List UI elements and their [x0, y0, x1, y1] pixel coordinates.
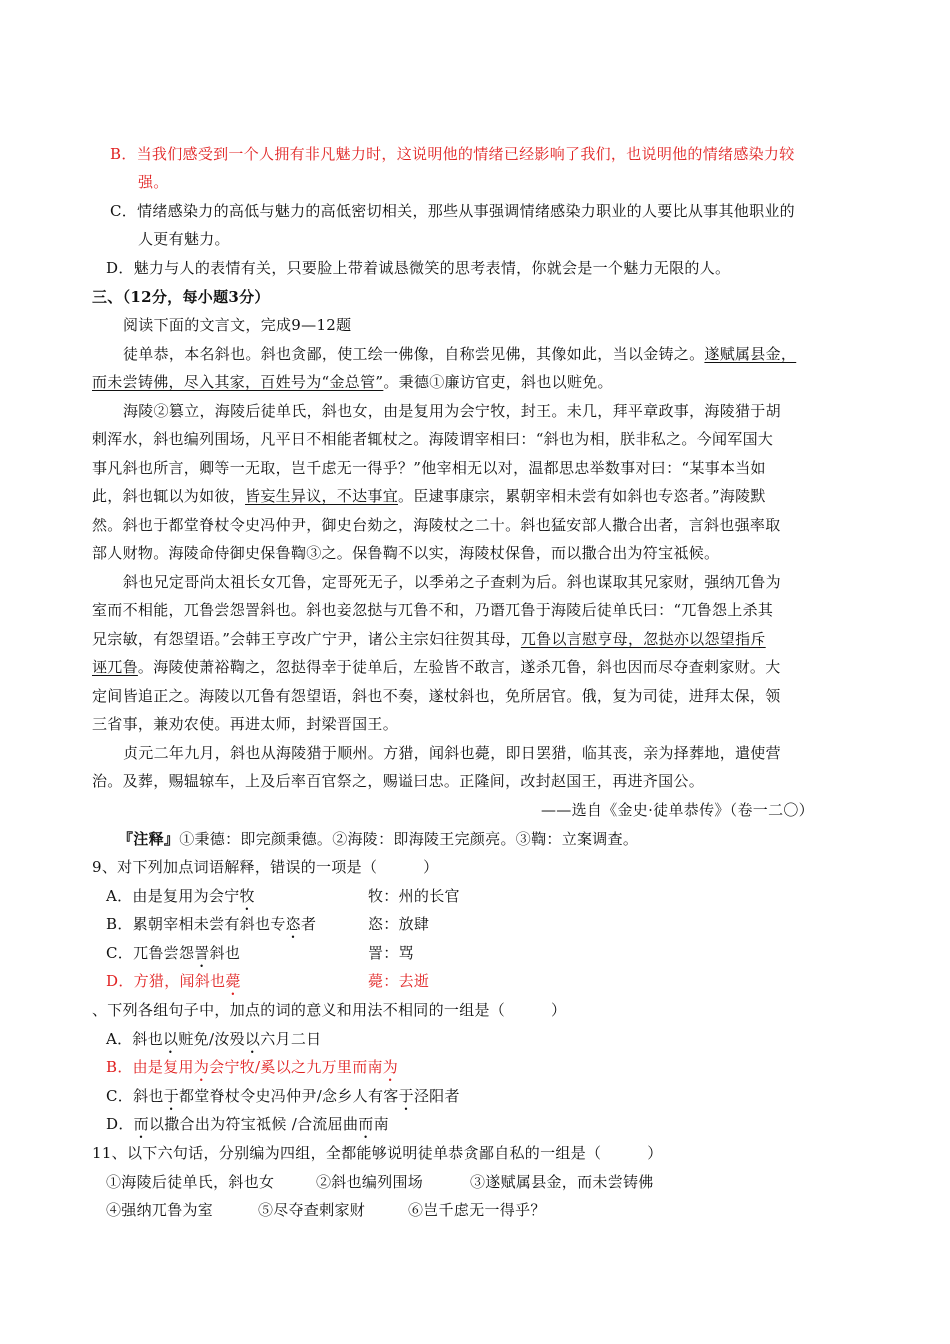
option-text: 六月二日	[260, 1030, 322, 1048]
q11-item: ④强纳兀鲁为室	[106, 1201, 214, 1219]
q10-option-b	[106, 1056, 398, 1085]
q11-item: ②斜也编列围场	[316, 1173, 424, 1191]
option-text: 者	[300, 915, 317, 933]
reading-instruction: 阅读下面的文言文，完成9—12题	[123, 316, 352, 334]
dotted-word: 恣	[285, 915, 301, 933]
passage-text: 此，斜也辄以为如彼，	[92, 487, 246, 505]
option-text: B．由是复用	[106, 1058, 194, 1076]
q11-item: ⑥岂千虑无一得乎？	[408, 1201, 546, 1219]
q9-option-d	[106, 970, 241, 999]
dotted-word: 而	[358, 1115, 374, 1133]
passage-p2-line: 海陵②篡立，海陵后徒单氏，斜也女，由是复用为会宁牧，封王。未几，拜平章政事，海陵猎于胡	[123, 402, 781, 420]
option-text: 泾阳者	[413, 1087, 460, 1105]
q9-gloss-a: 牧：州的长官	[368, 887, 460, 905]
underlined-sentence: 诬兀鲁	[92, 658, 138, 676]
dotted-word: 以	[163, 1030, 179, 1048]
passage-p3-line: 斜也兄定哥尚太祖长女兀鲁，定哥死无子，以季弟之子查剌为后。斜也谋取其兄家财，强纳兀鲁为	[123, 573, 781, 591]
passage-text: 徒单恭，本名斜也。斜也贪鄙，使工绘一佛像，自称尝见佛，其像如此，当以金铸之。	[123, 345, 705, 363]
section-heading: 三、（12分，每小题3分）	[92, 288, 270, 306]
question-11-stem: 11、以下六句话，分别编为四组，全都能够说明徒单恭贪鄙自私的一组是（ ）	[92, 1144, 663, 1162]
q9-gloss-d: 薨：去逝	[368, 972, 430, 990]
question-10-stem: 、下列各组句子中，加点的词的意义和用法不相同的一组是（ ）	[92, 1001, 567, 1019]
passage-p2-line: 部人财物。海陵命侍御史保鲁鞫③之。保鲁鞫不以实，海陵杖保鲁，而以撒合出为符宝祗候。	[92, 544, 720, 562]
passage-text: 兄宗敏，有怨望语。”会韩王亨改广宁尹，诸公主宗妇往贺其母，	[92, 630, 521, 648]
passage-p3-line: 定间皆追正之。海陵以兀鲁有怨望语，斜也不奏，遂杖斜也，免所居官。俄，复为司徒，进拜太保，领	[92, 687, 781, 705]
option-b-line1: B．当我们感受到一个人拥有非凡魅力时，这说明他的情绪已经影响了我们，也说明他的情绪感染力较	[110, 145, 795, 163]
q10-option-d	[106, 1113, 389, 1142]
passage-p2-line: 然。斜也于都堂脊杖令史冯仲尹，御史台劾之，海陵杖之二十。斜也猛安部人撒合出者，言斜也强率取	[92, 516, 781, 534]
passage-p2-line: 事凡斜也所言，卿等一无取，岂千虑无一得乎？”他宰相无以对，温都思忠举数事对曰：“某事本当如	[92, 459, 766, 477]
passage-p1-line	[123, 343, 796, 365]
option-text: D．	[106, 1115, 134, 1133]
note-text: ①秉德：即完颜秉德。②海陵：即海陵王完颜亮。③鞫：立案调查。	[179, 830, 639, 848]
passage-p4-line: 贞元二年九月，斜也从海陵猎于顺州。方猎，闻斜也薨，即日罢猎，临其丧，亲为择葬地，遣使营	[123, 744, 781, 762]
underlined-sentence: 皆妄生异议，不达事宜	[245, 487, 399, 505]
dotted-word: 牧	[239, 887, 255, 905]
underlined-sentence: 而未尝铸佛，尽入其家，百姓号为“金总管”	[92, 373, 384, 391]
passage-p3-line	[92, 628, 766, 650]
q9-option-b	[106, 913, 316, 942]
source-citation: ——选自《金史·徒单恭传》（卷一二〇）	[541, 801, 814, 819]
option-text: A．由是复用为会宁	[106, 887, 240, 905]
option-b-line2: 强。	[138, 173, 169, 191]
question-9-stem: 9、对下列加点词语解释，错误的一项是（ ）	[92, 858, 439, 876]
dotted-word: 詈	[194, 944, 210, 962]
option-text: C．斜也	[106, 1087, 164, 1105]
passage-p2-line: 剌浑水，斜也编列围场，凡平日不相能者辄杖之。海陵谓宰相曰：“斜也为相，朕非私之。今闻军国大	[92, 430, 774, 448]
note-label: 『注释』	[118, 830, 180, 848]
q11-item: ⑤尽夺查剌家财	[258, 1201, 366, 1219]
passage-p3-line	[92, 656, 781, 678]
underlined-sentence: 遂赋属县金，	[704, 345, 797, 363]
q11-item: ③遂赋属县金，而未尝铸佛	[470, 1173, 654, 1191]
annotation	[118, 828, 638, 850]
q11-item: ①海陵后徒单氏，斜也女	[106, 1173, 275, 1191]
passage-text: 。海陵使萧裕鞫之，忽挞得幸于徒单后，左验皆不敢言，遂杀兀鲁，斜也因而尽夺查剌家财。大	[137, 658, 781, 676]
option-d: D．魅力与人的表情有关，只要脸上带着诚恳微笑的思考表情，你就会是一个魅力无限的人。	[106, 259, 731, 277]
passage-text: 。秉德①廉访官吏，斜也以赃免。	[383, 373, 613, 391]
dotted-word: 为	[193, 1058, 210, 1076]
option-text: 斜也	[209, 944, 241, 962]
dotted-word: 薨	[225, 972, 241, 990]
q10-option-c	[106, 1085, 460, 1114]
q9-option-c	[106, 942, 240, 971]
option-text: C．兀鲁尝怨	[106, 944, 195, 962]
option-text: B．累朝宰相未尝有斜也专	[106, 915, 286, 933]
passage-text: 。臣逮事康宗，累朝宰相未尝有如斜也专恣者。”海陵默	[398, 487, 766, 505]
q10-option-a	[106, 1028, 321, 1057]
passage-p3-line: 室而不相能，兀鲁尝怨詈斜也。斜也妾忽挞与兀鲁不和，乃谮兀鲁于海陵后徒单氏曰：“兀鲁怨上杀其	[92, 601, 774, 619]
passage-p4-line: 治。及葬，赐辒辌车，上及后率百官祭之，赐谥曰忠。正隆间，改封赵国王，再进齐国公。	[92, 772, 705, 790]
dotted-word: 而	[133, 1115, 149, 1133]
option-c-line2: 人更有魅力。	[138, 230, 230, 248]
option-text: D．方猎，闻斜也	[106, 972, 226, 990]
option-text: 南	[373, 1115, 389, 1133]
option-text: 都堂脊杖令史冯仲尹/念乡人有客	[179, 1087, 399, 1105]
option-c-line1: C．情绪感染力的高低与魅力的高低密切相关，那些从事强调情绪感染力职业的人要比从事其他职业的	[110, 202, 795, 220]
q9-gloss-b: 恣：放肆	[368, 915, 430, 933]
passage-p2-line	[92, 485, 766, 507]
passage-p3-line: 三省事，兼劝农使。再进太师，封梁晋国王。	[92, 715, 399, 733]
dotted-word: 于	[398, 1087, 414, 1105]
underlined-sentence: 兀鲁以言慰亨母，忽挞亦以怨望指斥	[520, 630, 766, 648]
q9-gloss-c: 詈：骂	[368, 944, 414, 962]
option-text: 赃免/汝殁	[178, 1030, 245, 1048]
option-text: 会宁牧/奚以之九万里而南	[209, 1058, 383, 1076]
dotted-word: 以	[244, 1030, 261, 1048]
option-text: 以撒合出为符宝祗候 /合流屈曲	[148, 1115, 359, 1133]
option-text: A．斜也	[106, 1030, 164, 1048]
q9-option-a	[106, 885, 255, 914]
dotted-word: 为	[382, 1058, 399, 1076]
dotted-word: 于	[163, 1087, 179, 1105]
passage-p1-line	[92, 371, 613, 393]
